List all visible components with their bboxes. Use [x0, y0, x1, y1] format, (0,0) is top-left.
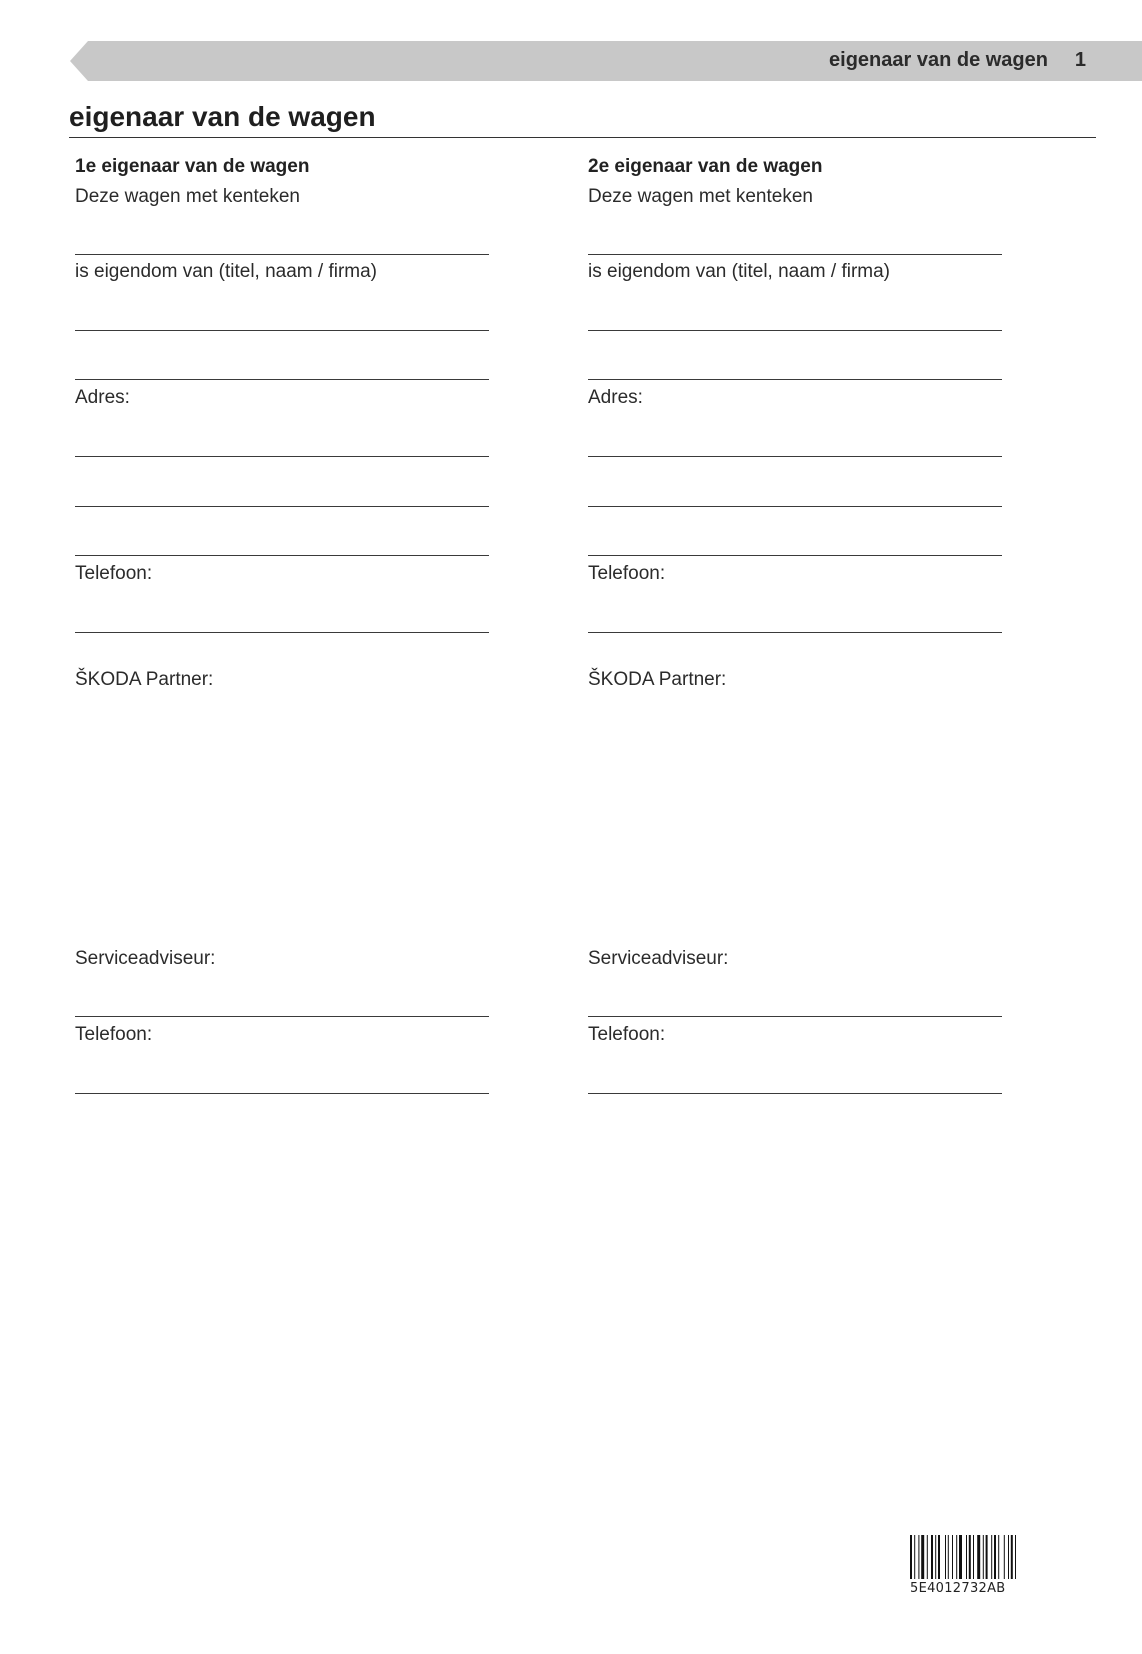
- owner-1-kenteken-label: Deze wagen met kenteken: [75, 186, 300, 207]
- owner-2-eigendom-label: is eigendom van (titel, naam / firma): [588, 261, 891, 282]
- owner-2-serviceadviseur-field[interactable]: [588, 1016, 1002, 1017]
- owner-1-service-telefoon-label: Telefoon:: [75, 1024, 153, 1045]
- owner-1-adres-field-3[interactable]: [75, 555, 489, 556]
- owner-1-telefoon-label: Telefoon:: [75, 563, 153, 584]
- header-chapter-number: 1: [1074, 49, 1086, 71]
- owner-1-eigendom-label: is eigendom van (titel, naam / firma): [75, 261, 378, 282]
- owner-2-name-field-2[interactable]: [588, 379, 1002, 380]
- owner-2-serviceadviseur-label: Serviceadviseur:: [588, 948, 729, 969]
- owner-1-serviceadviseur-label: Serviceadviseur:: [75, 948, 216, 969]
- owner-1-adres-field-2[interactable]: [75, 506, 489, 507]
- owner-1-name-field-2[interactable]: [75, 379, 489, 380]
- owner-1-service-telefoon-field[interactable]: [75, 1093, 489, 1094]
- owner-2-adres-label: Adres:: [588, 387, 643, 408]
- owner-2-telefoon-field[interactable]: [588, 632, 1002, 633]
- barcode-graphic: [910, 1535, 1065, 1579]
- owner-1-partner-label: ŠKODA Partner:: [75, 669, 214, 690]
- owner-2-service-telefoon-label: Telefoon:: [588, 1024, 666, 1045]
- owner-2-kenteken-label: Deze wagen met kenteken: [588, 186, 813, 207]
- barcode-code: 5E4012732AB: [910, 1581, 1006, 1596]
- owner-2-adres-field-3[interactable]: [588, 555, 1002, 556]
- owner-1-heading: 1e eigenaar van de wagen: [75, 156, 310, 177]
- owner-2-name-field-1[interactable]: [588, 330, 1002, 331]
- owner-2-service-telefoon-field[interactable]: [588, 1093, 1002, 1094]
- owner-2-adres-field-2[interactable]: [588, 506, 1002, 507]
- owner-1-adres-label: Adres:: [75, 387, 130, 408]
- header-section-title: eigenaar van de wagen: [829, 49, 1048, 71]
- owner-2-kenteken-field[interactable]: [588, 254, 1002, 255]
- owner-1-name-field-1[interactable]: [75, 330, 489, 331]
- owner-1-kenteken-field[interactable]: [75, 254, 489, 255]
- owner-1-telefoon-field[interactable]: [75, 632, 489, 633]
- owner-1-adres-field-1[interactable]: [75, 456, 489, 457]
- owner-2-heading: 2e eigenaar van de wagen: [588, 156, 823, 177]
- page-title: eigenaar van de wagen: [69, 101, 376, 132]
- title-divider: [69, 137, 1096, 138]
- owner-2-partner-label: ŠKODA Partner:: [588, 669, 727, 690]
- owner-2-telefoon-label: Telefoon:: [588, 563, 666, 584]
- owner-2-adres-field-1[interactable]: [588, 456, 1002, 457]
- owner-1-serviceadviseur-field[interactable]: [75, 1016, 489, 1017]
